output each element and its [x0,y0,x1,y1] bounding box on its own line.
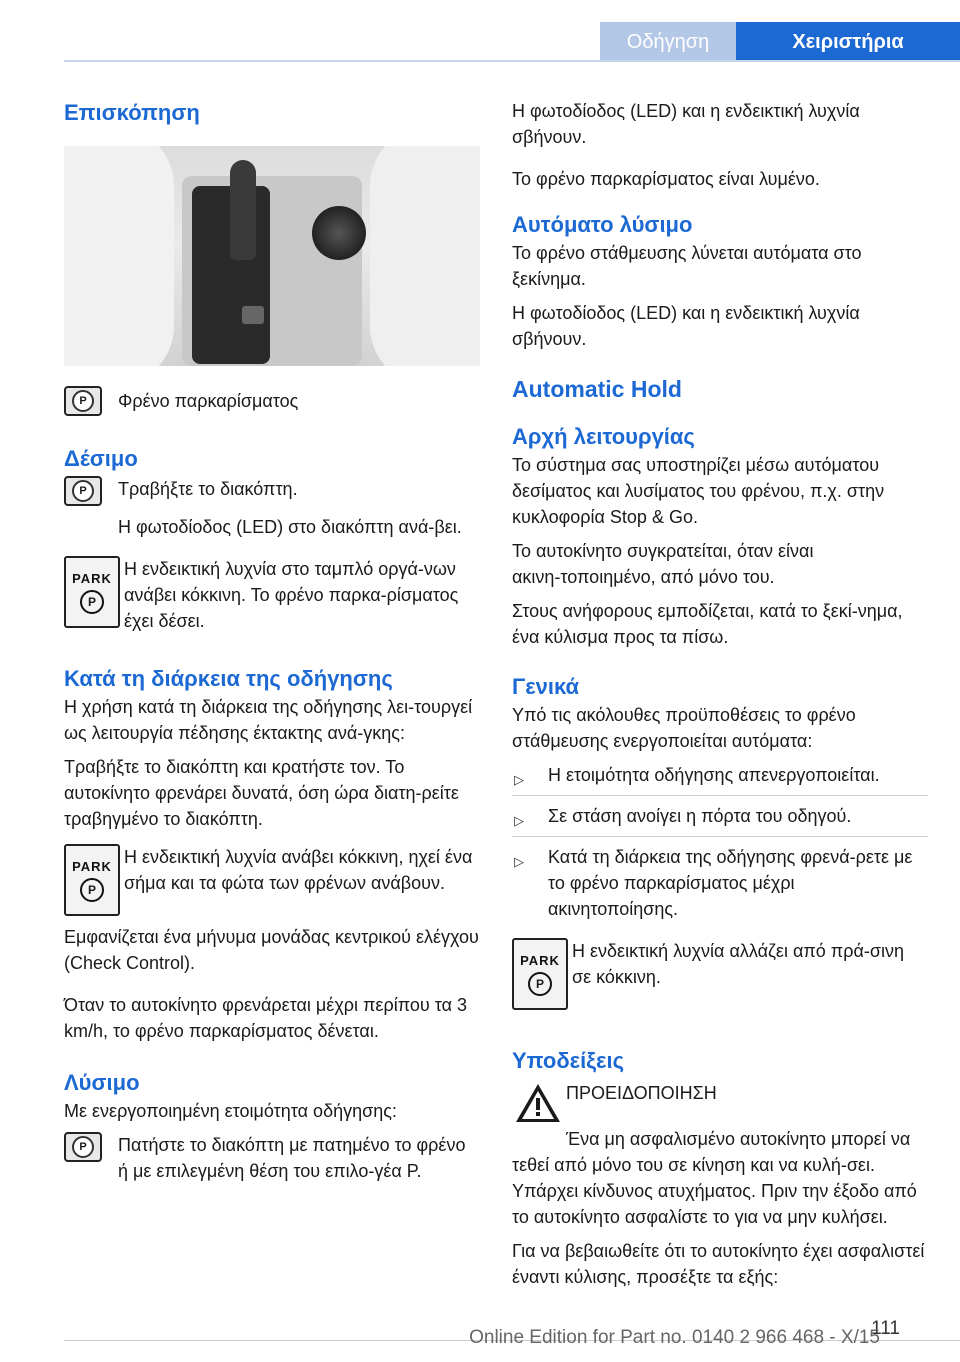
engage-step: Τραβήξτε το διακόπτη. [118,479,298,499]
driving-paragraph-3: Εμφανίζεται ένα μήνυμα μονάδας κεντρικού ελέγχου (Check Control). [64,927,479,973]
driving-paragraph-4: Όταν το αυτοκίνητο φρενάρεται μέχρι περίπου τα 3 km/h, το φρένο παρκαρίσματος δένεται. [64,995,467,1041]
parking-brake-switch-icon: P [64,386,102,416]
automatic-hold-heading: Automatic Hold [512,376,682,402]
release-paragraph-2: Πατήστε το διακόπτη με πατημένο το φρένο ή με επιλεγμένη θέση του επιλο‑γέα P. [118,1135,466,1181]
driving-indicator-text: Η ενδεικτική λυχνία ανάβει κόκκινη, ηχεί ένα σήμα και τα φώτα των φρένων ανάβουν. [124,847,473,893]
header-rule [64,60,960,62]
park-indicator-icon: PARK P [512,938,568,1010]
header-chapter-tab[interactable]: Χειριστήρια [736,22,960,60]
auto-release-heading: Αυτόματο λύσιμο [512,212,693,237]
warning-label: ΠΡΟΕΙΔΟΠΟΙΗΣΗ [566,1083,717,1103]
auto-release-paragraph-2: Η φωτοδίοδος (LED) και η ενδεικτική λυχνία σβήνουν. [512,303,860,349]
page-number: 111 [871,1318,900,1339]
hero-caption-row [64,386,480,416]
hero-caption: Φρένο παρκαρίσματος [118,391,299,411]
auto-release-paragraph-1: Το φρένο στάθμευσης λύνεται αυτόματα στο ξεκίνημα. [512,243,862,289]
bullet-triangle-icon: ▷ [514,854,524,869]
park-indicator-icon: PARK P [64,556,120,628]
general-bullet-list [512,762,928,922]
principle-paragraph-3: Στους ανήφορους εμποδίζεται, κατά το ξεκί‑νημα, ένα κύλισμα προς τα πίσω. [512,601,903,647]
engage-indicator-text: Η ενδεικτική λυχνία στο ταμπλό οργά‑νων ανάβει κόκκινη. Το φρένο παρκα‑ρίσματος έχει δέσει. [124,559,459,631]
list-item: ▷ Η ετοιμότητα οδήγησης απενεργοποιείται. [512,762,928,788]
list-item: ▷ Σε στάση ανοίγει η πόρτα του οδηγού. [512,803,928,829]
general-heading: Γενικά [512,674,580,699]
left-column [64,98,480,1184]
parking-brake-switch-icon: P [64,476,102,506]
warning-text: Ένα μη ασφαλισμένο αυτοκίνητο μπορεί να τεθεί από μόνο του σε κίνηση και να κυλή‑σει. Υπάρχει κίνδυνος ατυχήματος. Πριν την έξοδο από το αυτοκίνητο ασφαλίστε το για να μην κυλήσει. [512,1129,917,1227]
principle-paragraph-2: Το αυτοκίνητο συγκρατείται, όταν είναι ακινη‑τοποιημένο, από μόνο του. [512,541,814,587]
header-section-tab[interactable]: Οδήγηση [600,22,736,60]
release-led-text: Η φωτοδίοδος (LED) και η ενδεικτική λυχνία σβήνουν. [512,101,860,147]
parking-brake-switch-icon: P [64,1132,102,1162]
principle-heading: Αρχή λειτουργίας [512,424,695,449]
hints-heading: Υποδείξεις [512,1048,625,1073]
driving-heading: Κατά τη διάρκεια της οδήγησης [64,666,393,691]
general-indicator-text: Η ενδεικτική λυχνία αλλάζει από πρά‑σινη σε κόκκινη. [572,941,904,987]
bullet-triangle-icon: ▷ [514,772,524,787]
driving-paragraph-2: Τραβήξτε το διακόπτη και κρατήστε τον. Το αυτοκίνητο φρενάρει δυνατά, όση ώρα διατη‑ρείτε τραβηγμένο το διακόπτη. [64,757,459,829]
overview-heading: Επισκόπηση [64,100,200,125]
warning-triangle-icon [512,1080,564,1126]
general-intro: Υπό τις ακόλουθες προϋποθέσεις το φρένο στάθμευσης ενεργοποιείται αυτόματα: [512,705,856,751]
engage-heading: Δέσιμο [64,446,138,471]
park-indicator-icon: PARK P [64,844,120,916]
list-item: ▷ Κατά τη διάρκεια της οδήγησης φρενά‑ρετε με το φρένο παρκαρίσματος μέχρι ακινητοποίησης. [514,847,913,919]
footer-edition: Online Edition for Part no. 0140 2 966 468 - X/15 [469,1327,880,1348]
release-heading: Λύσιμο [64,1070,140,1095]
right-column [512,98,928,1290]
release-state-text: Το φρένο παρκαρίσματος είναι λυμένο. [512,169,820,189]
driving-paragraph-1: Η χρήση κατά τη διάρκεια της οδήγησης λει‑τουργεί ως λειτουργία πέδησης έκτακτης ανά‑γκης: [64,697,473,743]
center-console-photo [64,146,480,366]
engage-led-text: Η φωτοδίοδος (LED) στο διακόπτη ανά‑βει. [118,517,462,537]
bullet-triangle-icon: ▷ [514,813,524,828]
release-paragraph-1: Με ενεργοποιημένη ετοιμότητα οδήγησης: [64,1101,397,1121]
hints-paragraph-1: Για να βεβαιωθείτε ότι το αυτοκίνητο έχει ασφαλιστεί έναντι κύλισης, προσέξτε τα εξής: [512,1241,925,1287]
principle-paragraph-1: Το σύστημα σας υποστηρίζει μέσω αυτόματου δεσίματος και λυσίματος του φρένου, π.χ. στην κυκλοφορία Stop & Go. [512,455,885,527]
